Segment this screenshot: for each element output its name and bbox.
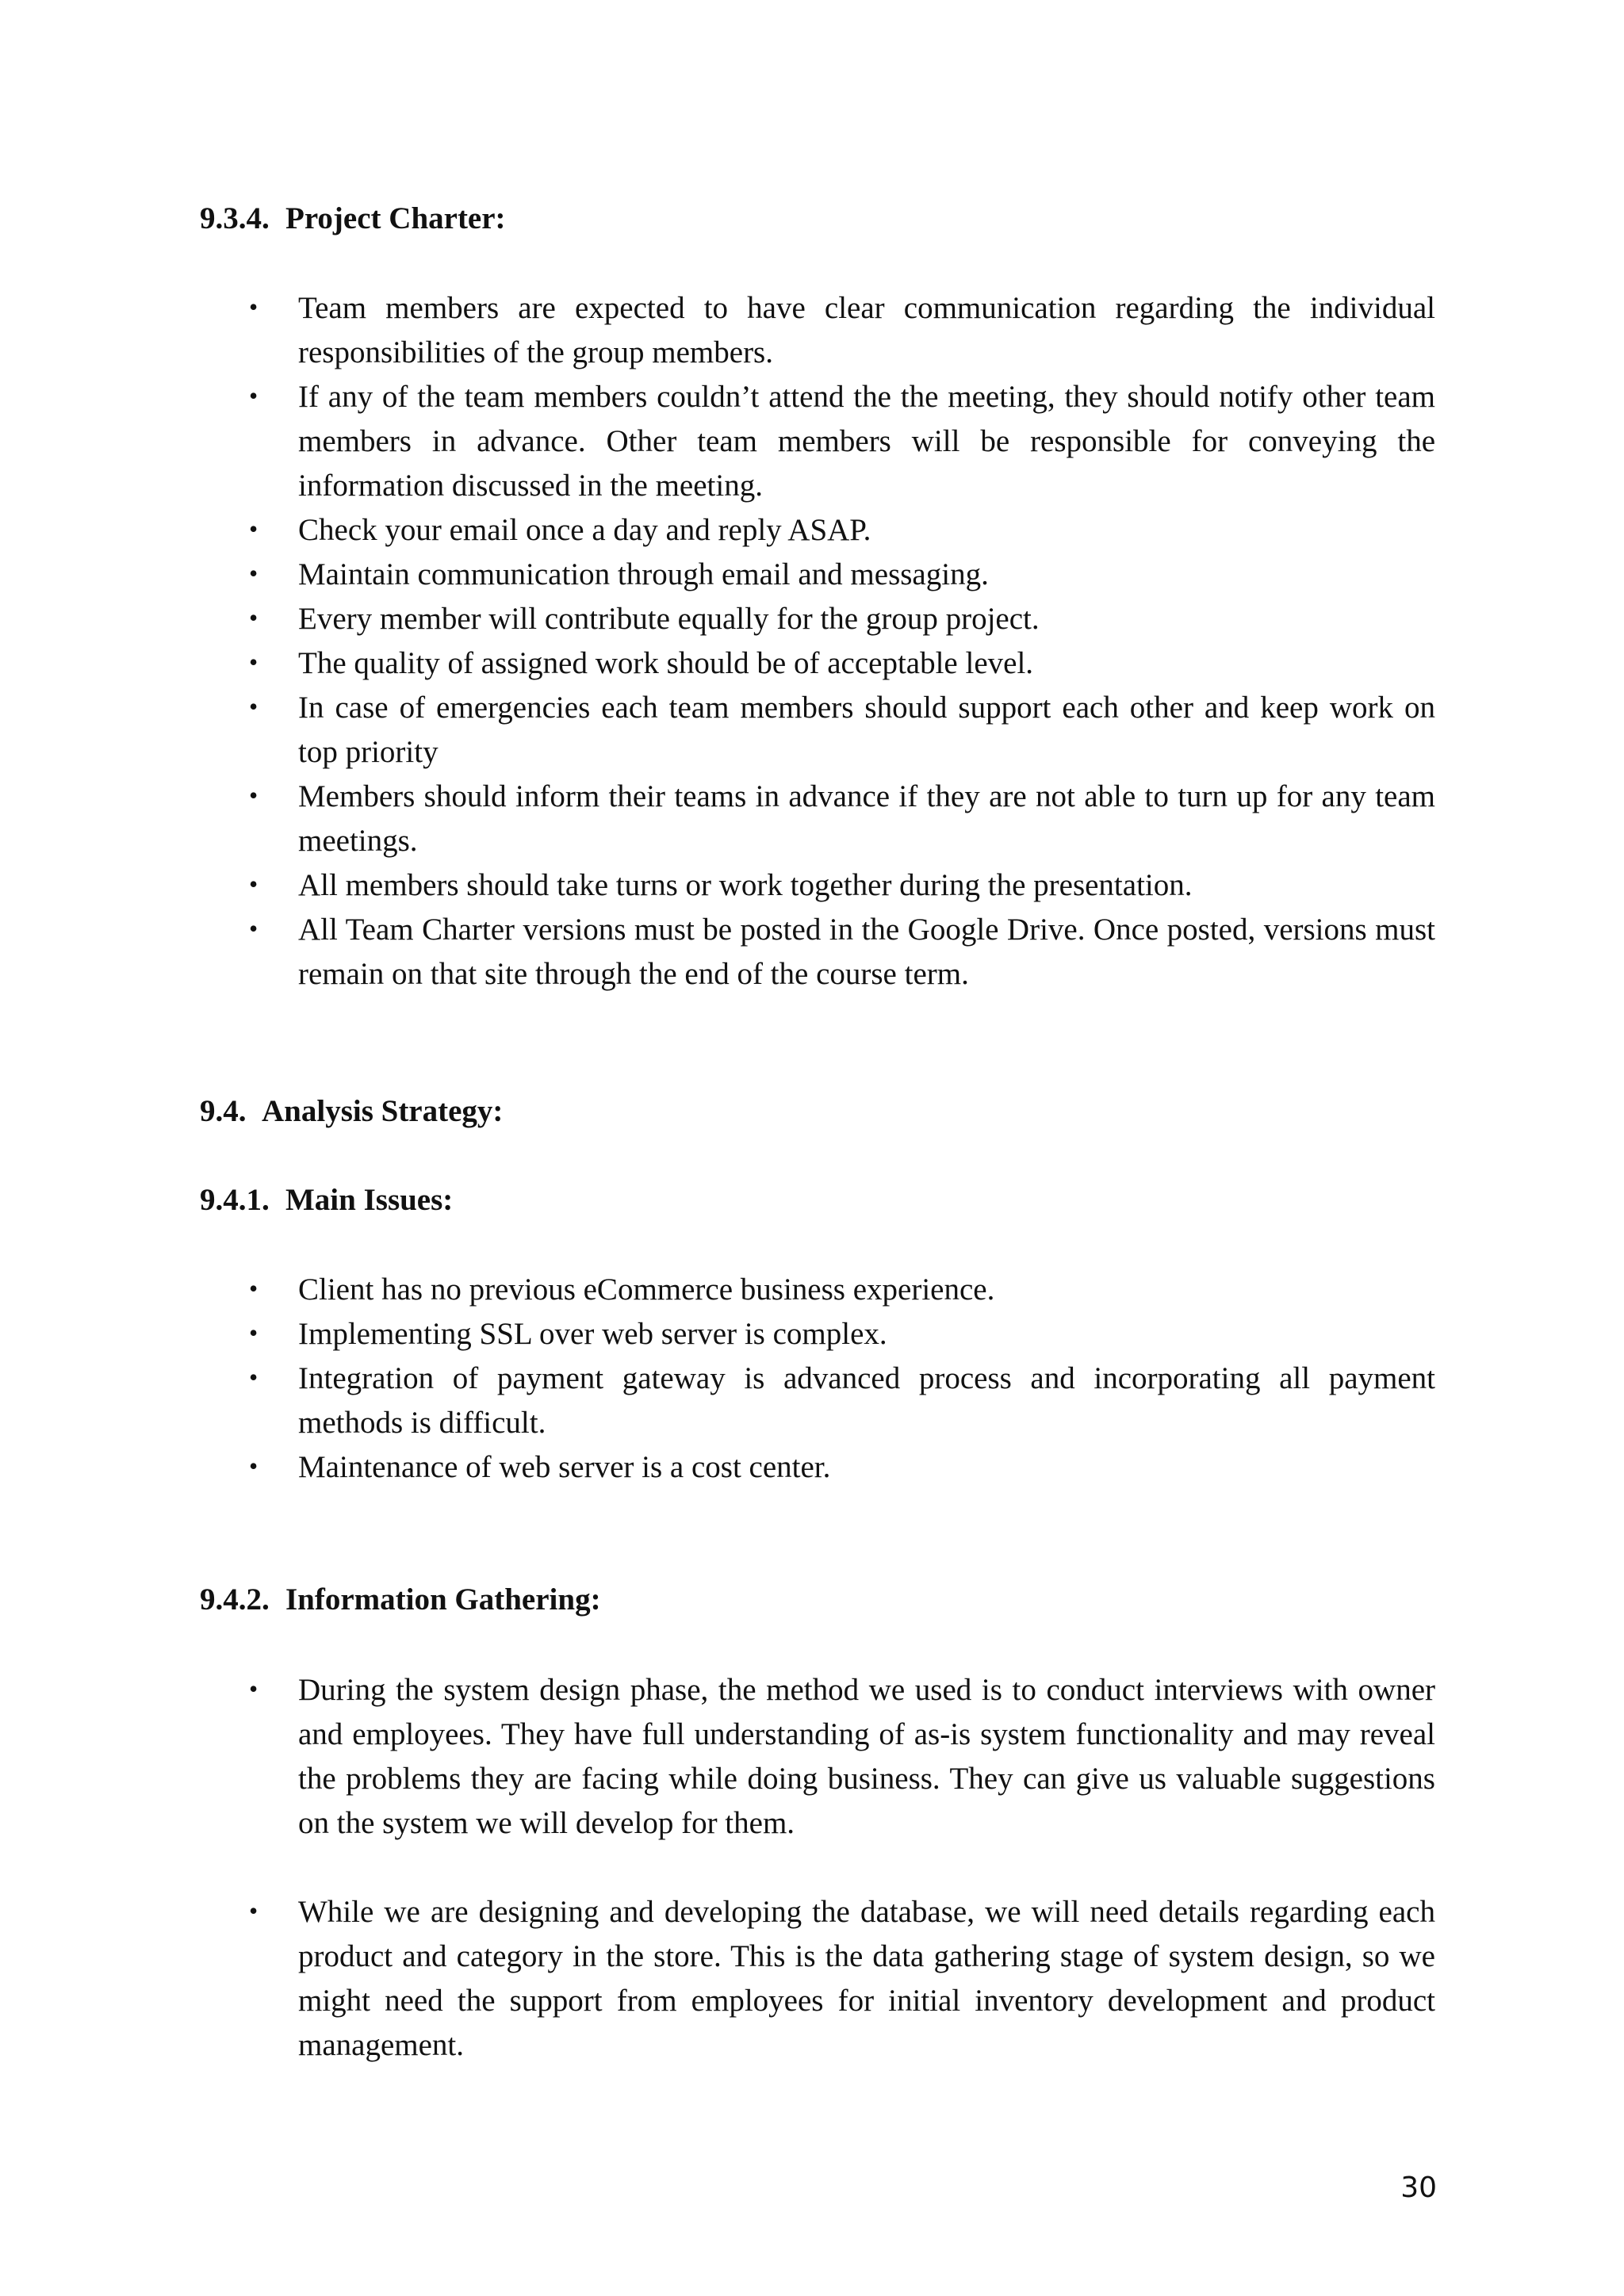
information-gathering-list [243,1668,1435,2068]
list-item: • Integration of payment gateway is advanced process and incorporating all payment methods is difficult. [243,1357,1435,1445]
section-title: Information Gathering: [285,1582,601,1617]
section-number: 9.4.2. [200,1582,270,1617]
list-item: • The quality of assigned work should be of acceptable level. [243,641,1435,686]
list-item: • All members should take turns or work together during the presentation. [243,863,1435,908]
bullet-icon: • [249,1452,259,1480]
list-item: • Maintenance of web server is a cost center. [243,1445,1435,1490]
section-number: 9.4.1. [200,1183,270,1217]
list-item: • Implementing SSL over web server is complex. [243,1312,1435,1357]
list-item: • If any of the team members couldn’t attend the the meeting, they should notify other team members in advance. Other team members will be responsible for conveying the information discussed in the meeting. [243,375,1435,508]
bullet-icon: • [249,293,259,321]
list-item: • Members should inform their teams in advance if they are not able to turn up for any team meetings. [243,775,1435,863]
section-number: 9.3.4. [200,201,270,235]
section-heading-information-gathering [200,1578,601,1622]
list-item: • In case of emergencies each team members should support each other and keep work on top priority [243,686,1435,775]
section-number: 9.4. [200,1094,247,1128]
bullet-icon: • [249,914,259,943]
section-heading-main-issues [200,1178,453,1223]
bullet-icon: • [249,515,259,543]
section-title: Analysis Strategy: [262,1094,504,1128]
list-item: • Every member will contribute equally for the group project. [243,597,1435,641]
main-issues-list [243,1268,1435,1490]
bullet-icon: • [249,1896,259,1925]
project-charter-list [243,286,1435,997]
list-item: • During the system design phase, the method we used is to conduct interviews with owner and employees. They have full understanding of as-is system functionality and may reveal the problems they are facing while doing business. They can give us valuable suggestions on the system we will develop for them. [243,1668,1435,1846]
list-item: • Team members are expected to have clear communication regarding the individual responsibilities of the group members. [243,286,1435,375]
bullet-icon: • [249,781,259,809]
list-item: • While we are designing and developing the database, we will need details regarding each product and category in the store. This is the data gathering stage of system design, so we might need the support from employees for initial inventory development and product management. [243,1890,1435,2068]
section-heading-analysis-strategy [200,1089,503,1134]
list-item: • Maintain communication through email and messaging. [243,553,1435,597]
bullet-icon: • [249,1363,259,1391]
bullet-icon: • [249,692,259,721]
bullet-icon: • [249,648,259,676]
section-heading-project-charter [200,197,506,241]
bullet-icon: • [249,1274,259,1303]
list-item: • All Team Charter versions must be posted in the Google Drive. Once posted, versions must remain on that site through the end of the course term. [243,908,1435,997]
list-item: • Client has no previous eCommerce business experience. [243,1268,1435,1312]
bullet-icon: • [249,381,259,410]
bullet-icon: • [249,870,259,898]
bullet-icon: • [249,1674,259,1703]
list-item: • Check your email once a day and reply ASAP. [243,508,1435,553]
section-title: Main Issues: [285,1183,454,1217]
bullet-icon: • [249,1318,259,1347]
section-title: Project Charter: [285,201,506,235]
bullet-icon: • [249,559,259,587]
bullet-icon: • [249,603,259,632]
page-number: 30 [1400,2172,1437,2204]
